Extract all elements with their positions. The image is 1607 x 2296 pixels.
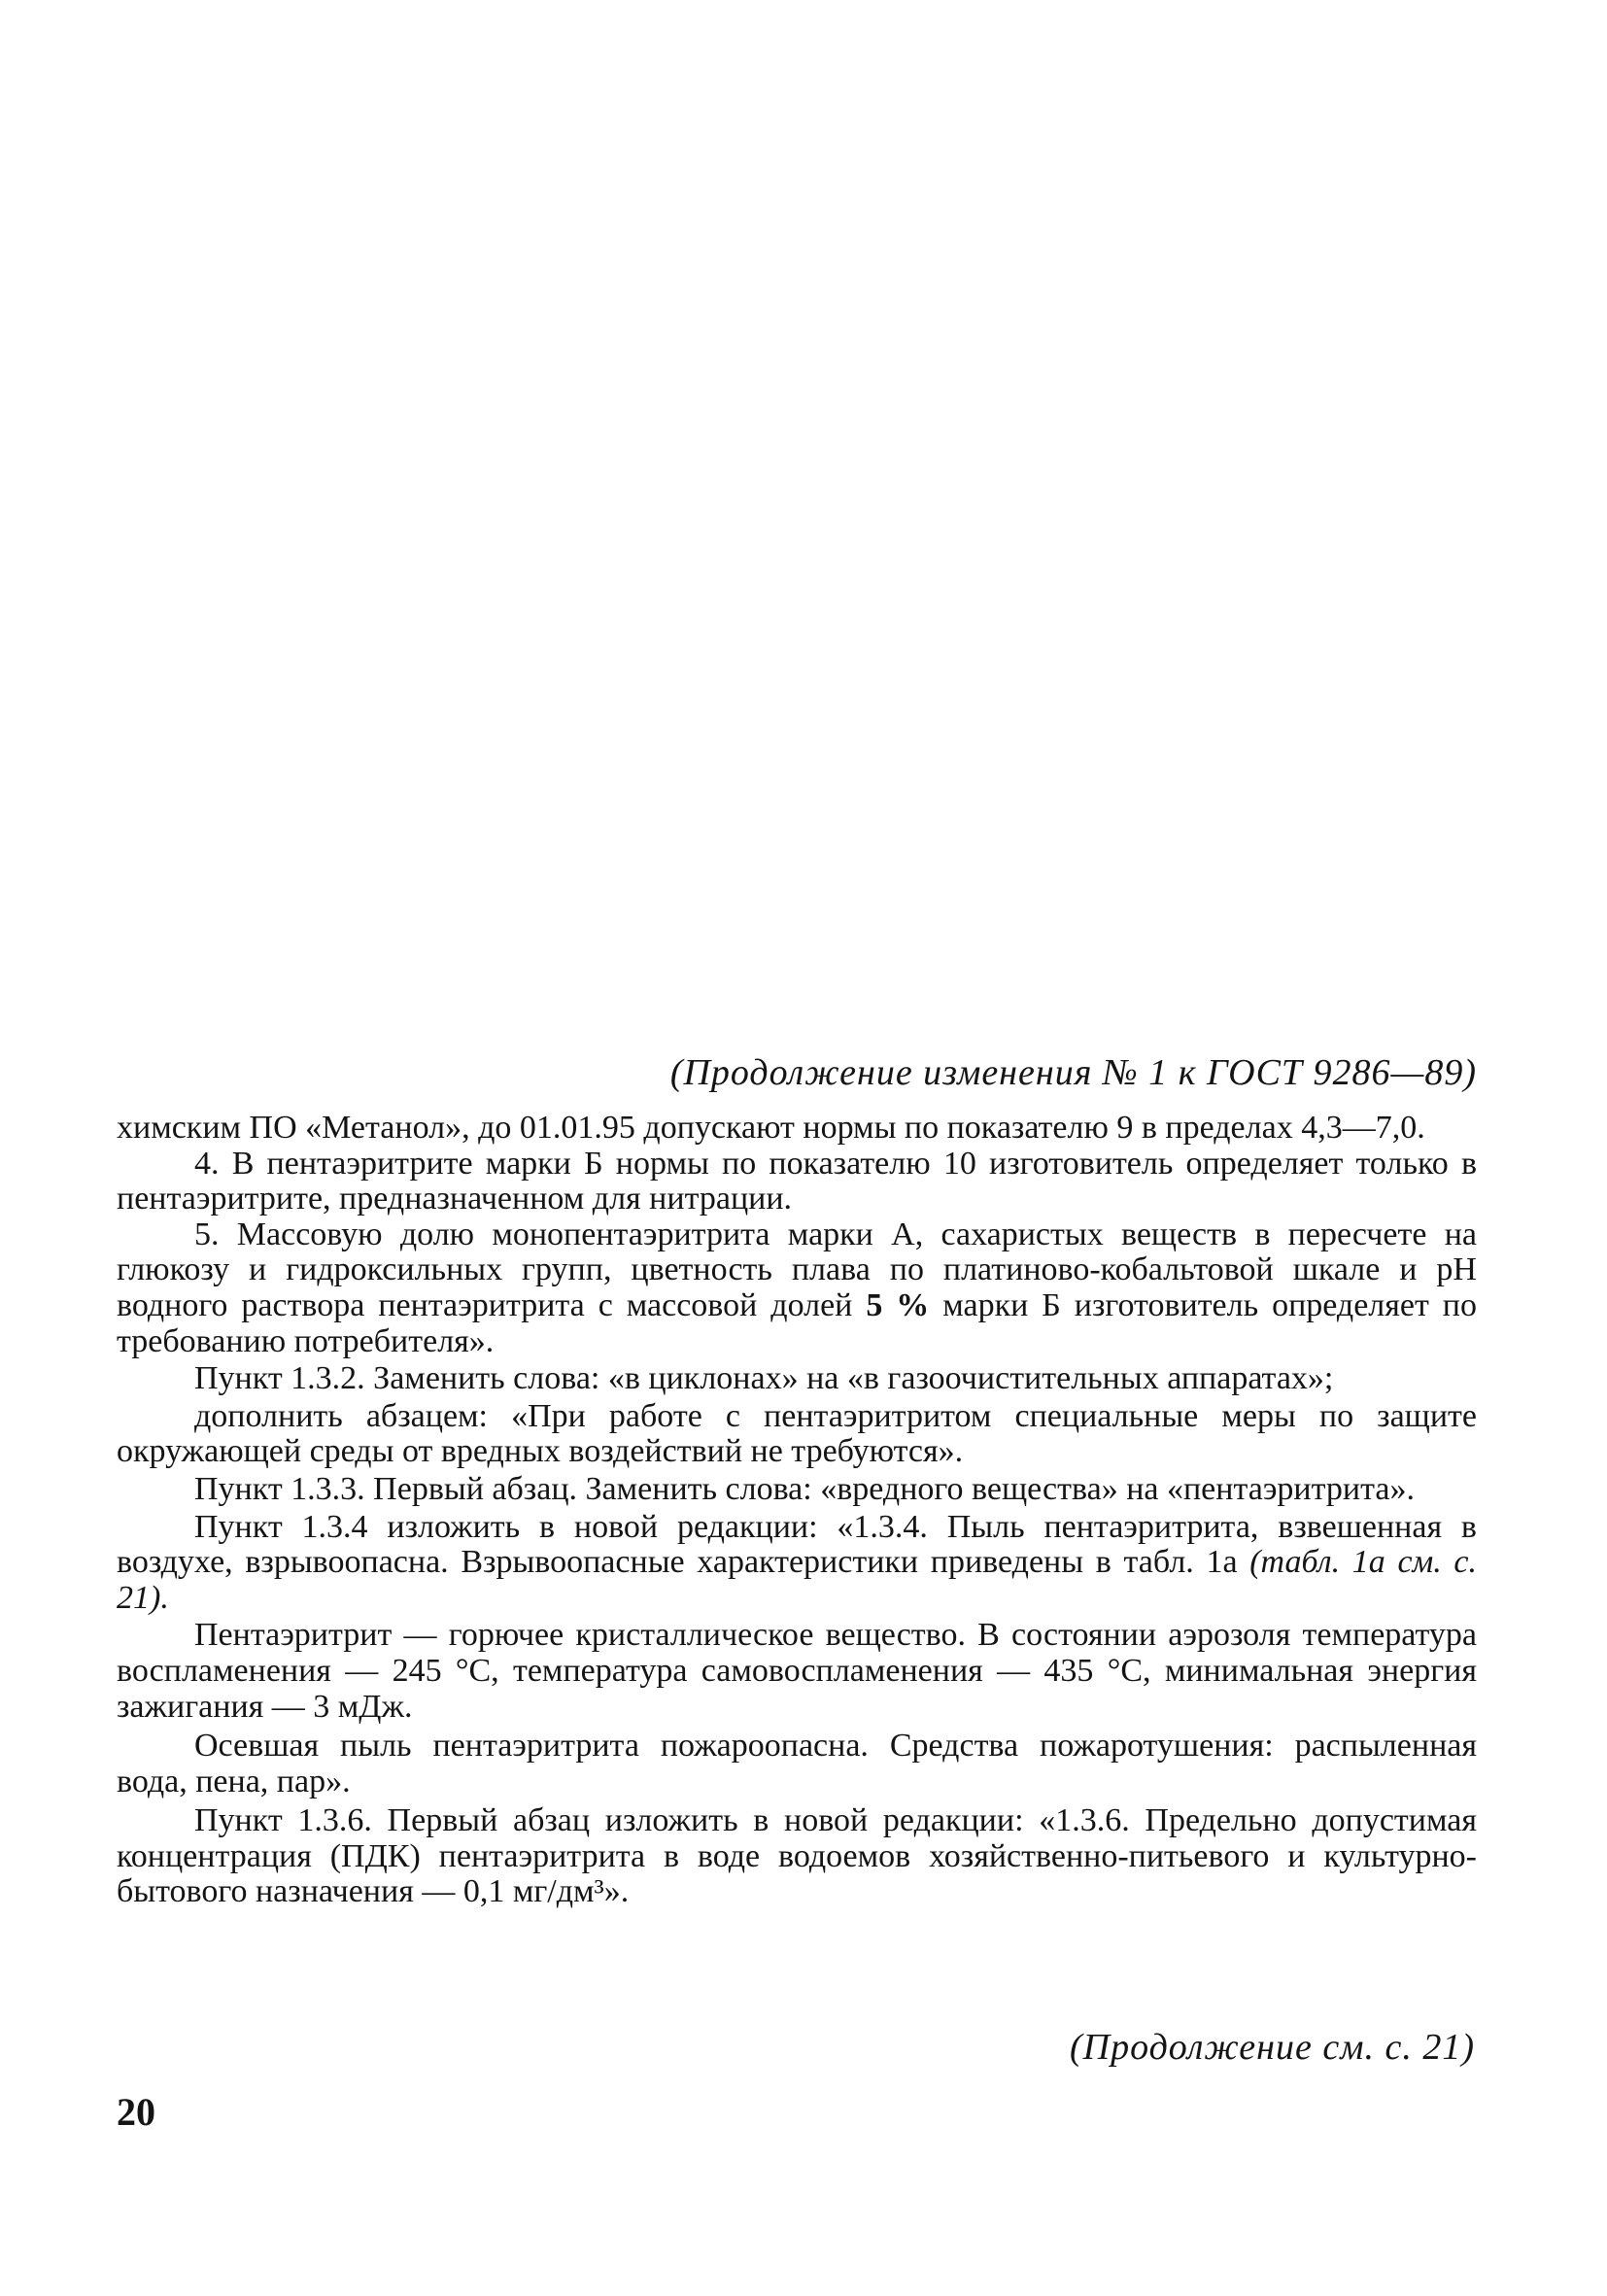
paragraph-3-text-before: 5. Массовую долю монопентаэритрита марки А, сахаристых веществ в пересчете на глюкозу и гидроксильных групп, цветность плава по платиново-кобальтовой шкале и рН водного раствора пентаэритрита с массовой долей	[117, 1216, 1477, 1323]
paragraph-3-text-after: марки Б изготовитель определяет по требованию потребителя».	[117, 1286, 1478, 1359]
paragraph-9: Осевшая пыль пентаэритрита пожароопасна. Средства пожаротушения: распыленная вода, пена, пар».	[117, 1728, 1477, 1799]
paragraph-4: Пункт 1.3.2. Заменить слова: «в циклонах» на «в газоочистительных аппаратах»;	[194, 1360, 1334, 1397]
paragraph-8: Пентаэритрит — горючее кристаллическое вещество. В состоянии аэрозоля температура воспламенения — 245 °С, температура самовоспламенения — 435 °С, минимальная энергия зажигания — 3 мДж.	[117, 1617, 1477, 1725]
paragraph-7-text: Пункт 1.3.4 изложить в новой редакции: «1.3.4. Пыль пентаэритрита, взвешенная в воздухе, взрывоопасна. Взрывоопасные характеристики приведены в табл. 1а	[117, 1508, 1477, 1581]
continuation-header: (Продолжение изменения № 1 к ГОСТ 9286—89)	[669, 1052, 1477, 1093]
mass-fraction-value: 5 %	[866, 1286, 930, 1323]
paragraph-2: 4. В пентаэритрите марки Б нормы по показателю 10 изготовитель определяет только в пентаэритрите, предназначенном для нитрации.	[117, 1145, 1477, 1217]
paragraph-3	[117, 1217, 1477, 1359]
document-body	[117, 1111, 1477, 1910]
paragraph-5: дополнить абзацем: «При работе с пентаэритритом специальные меры по защите окружающей среды от вредных воздействий не требуются».	[117, 1397, 1477, 1470]
paragraph-6: Пункт 1.3.3. Первый абзац. Заменить слова: «вредного вещества» на «пентаэритрита».	[194, 1470, 1415, 1507]
continuation-footer: (Продолжение см. с. 21)	[1069, 2027, 1475, 2068]
page-number: 20	[117, 2090, 155, 2134]
table-reference: (табл. 1а см. с. 21).	[117, 1544, 1478, 1616]
paragraph-10: Пункт 1.3.6. Первый абзац изложить в новой редакции: «1.3.6. Предельно допустимая концентрация (ПДК) пентаэритрита в воде водоемов хозяйственно-питьевого и культурно-бытового назначения — 0,1 мг/дм³».	[117, 1802, 1477, 1910]
paragraph-1: химским ПО «Метанол», до 01.01.95 допускают нормы по показателю 9 в пределах 4,3—7,0.	[117, 1110, 1425, 1146]
paragraph-7	[117, 1510, 1477, 1617]
